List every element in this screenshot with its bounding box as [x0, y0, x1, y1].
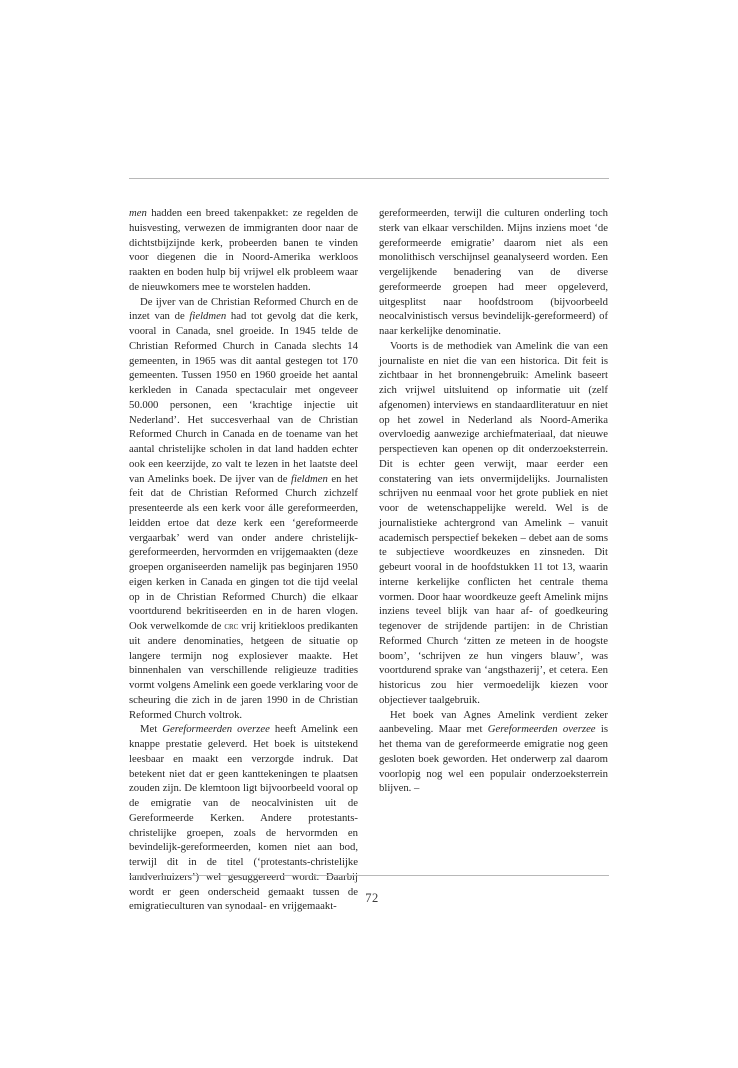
text-run: en het feit dat de Christian Reformed Church zichzelf presenteerde als een kerk voor álle gereformeerden, leidden ertoe dat deze kerk een ‘gereformeerde vergaarbak’ werd van onder andere christelijk-gereformeerden, hervormden en vrijgemaakten (deze groepen organiseerden namelijk pas beginjaren 1950 eigen kerken in Canada en gingen tot die tijd veelal op in de Christian Reformed Church) die elkaar voortdurend bekritiseerden en in de haren vlogen. Ook verwelkomde de: [129, 472, 358, 632]
text-run: heeft Amelink een knappe prestatie geleverd. Het boek is uitstekend leesbaar en maakt een verzorgde indruk. Dat betekent niet dat er geen kanttekeningen te plaatsen zouden zijn. De klemtoon ligt bijvoorbeeld vooral op de emigratie van de neocalvinisten uit de Gereformeerde Kerken. Andere protestants-christelijke groepen, zoals de hervormden en bevindelijk-gereformeerden, komen niet aan bod, terwijl dit in de titel (‘protestants-christelijke landverhuizers’) wel gesuggereerd wordt. Daarbij wordt er geen onderscheid gemaakt tussen de emigratieculturen van synodaal- en vrijgemaakt-: [129, 723, 358, 913]
text-run: Met: [140, 723, 163, 736]
paragraph: [379, 708, 608, 797]
paragraph: [379, 339, 608, 708]
small-caps-abbreviation: crc: [224, 620, 239, 632]
paragraph: [379, 206, 608, 339]
text-run: is het thema van de gereformeerde emigratie nog geen gesloten boek geworden. Het onderwerp zal daarom voorlopig nog wel een populair onderzoeksterrein blijven. –: [379, 723, 608, 795]
paragraph: [129, 295, 358, 723]
top-rule: [129, 178, 609, 179]
text-run: vrij kritiekloos predikanten uit andere denominaties, hetgeen de situatie op langere termijn nog explosiever maakte. Het binnenhalen van verschillende religieuze tradities vormt volgens Amelink een goede verklaring voor de scheuring die zich in de jaren 1990 in de Christian Reformed Church voltrok.: [129, 620, 358, 721]
left-column: [129, 206, 358, 914]
text-run: Voorts is de methodiek van Amelink die van een journaliste en niet die van een historica. Dit feit is zichtbaar in het bronnengebruik: Amelink baseert zich vrijwel uitsluitend op informatie uit (zelf afgenomen) interviews en standaardliteratuur en niet op het zowel in Nederland als Noord-Amerika overvloedig aanwezige archiefmateriaal, dat nieuwe perspectieven kan openen op dit onderzoeksterrein. Dit is echter geen verwijt, maar eerder een constatering van iets onvermijdelijks. Journalisten schrijven nu eenmaal voor het grote publiek en niet voor de wetenschappelijke wereld. Wel is de journalistieke achtergrond van Amelink – vanuit academisch perspectief bekeken – debet aan de soms te subjectieve woordkeuzes en zinsneden. Dit gebeurt vooral in de hoofdstukken 11 tot 13, waarin interne kerkelijke conflicten het centrale thema vormen. Door haar woordkeuze geeft Amelink mijns inziens teveel blijk van haar af- of goedkeuring tegenover de strijdende partijen: in de Christian Reformed Church ‘zitten ze meteen in de hoogste boom’, ‘schrijven ze hun vingers blauw’, was voortdurend sprake van ‘angsthazerij’, et cetera. Een historicus zou hier vermoedelijk kiezen voor objectiever taalgebruik.: [379, 339, 608, 706]
book-title: Gereformeerden overzee: [162, 723, 270, 736]
italic-term: fieldmen: [189, 310, 227, 323]
italic-term: men: [129, 207, 147, 219]
text-run: hadden een breed takenpakket: ze regelden de huisvesting, verwezen de immigranten door naar de dichtstbijzijnde kerk, probeerden banen te vinden voor diegenen die in Noord-Amerika werkloos raakten en boden hulp bij vrijwel elk probleem waar de nieuwkomers mee te worstelen hadden.: [129, 207, 358, 293]
italic-term: fieldmen: [291, 472, 328, 485]
book-title: Gereformeerden overzee: [487, 723, 596, 736]
bottom-rule: [129, 875, 609, 876]
text-run: gereformeerden, terwijl die culturen onderling toch sterk van elkaar verschilden. Mijns inziens moet ‘de gereformeerde emigratie’ daarom niet als een monolithisch verschijnsel geanalyseerd worden. Een vergelijkende benadering van de diverse gereformeerde groepen had meer opgeleverd, uitgesplitst naar hoofdstroom (bijvoorbeeld neocalvinistisch versus bevindelijk-gereformeerd) of naar kerkelijke denominatie.: [379, 207, 608, 337]
right-column: [379, 206, 608, 796]
page-number: 72: [365, 891, 379, 905]
text-run: De ijver van de Christian Reformed Church en de inzet van de: [129, 295, 358, 323]
text-run: had tot gevolg dat die kerk, vooral in Canada, snel groeide. In 1945 telde de Christian Reformed Church in Canada slechts 14 gemeenten, in 1965 was dit aantal gestegen tot 170 gemeenten. Tussen 1950 en 1960 groeide het aantal kerkleden in Canada spectaculair met ongeveer 50.000 personen, een ‘krachtige injectie uit Nederland’. Het succesverhaal van de Christian Reformed Church in Canada en de toename van het aantal christelijke scholen in dat land hadden echter ook een keerzijde, zo valt te lezen in het laatste deel van Amelinks boek. De ijver van de: [129, 310, 359, 485]
text-run: Het boek van Agnes Amelink verdient zeker aanbeveling. Maar met: [379, 708, 608, 736]
paragraph: [129, 722, 358, 914]
paragraph: [129, 206, 358, 295]
